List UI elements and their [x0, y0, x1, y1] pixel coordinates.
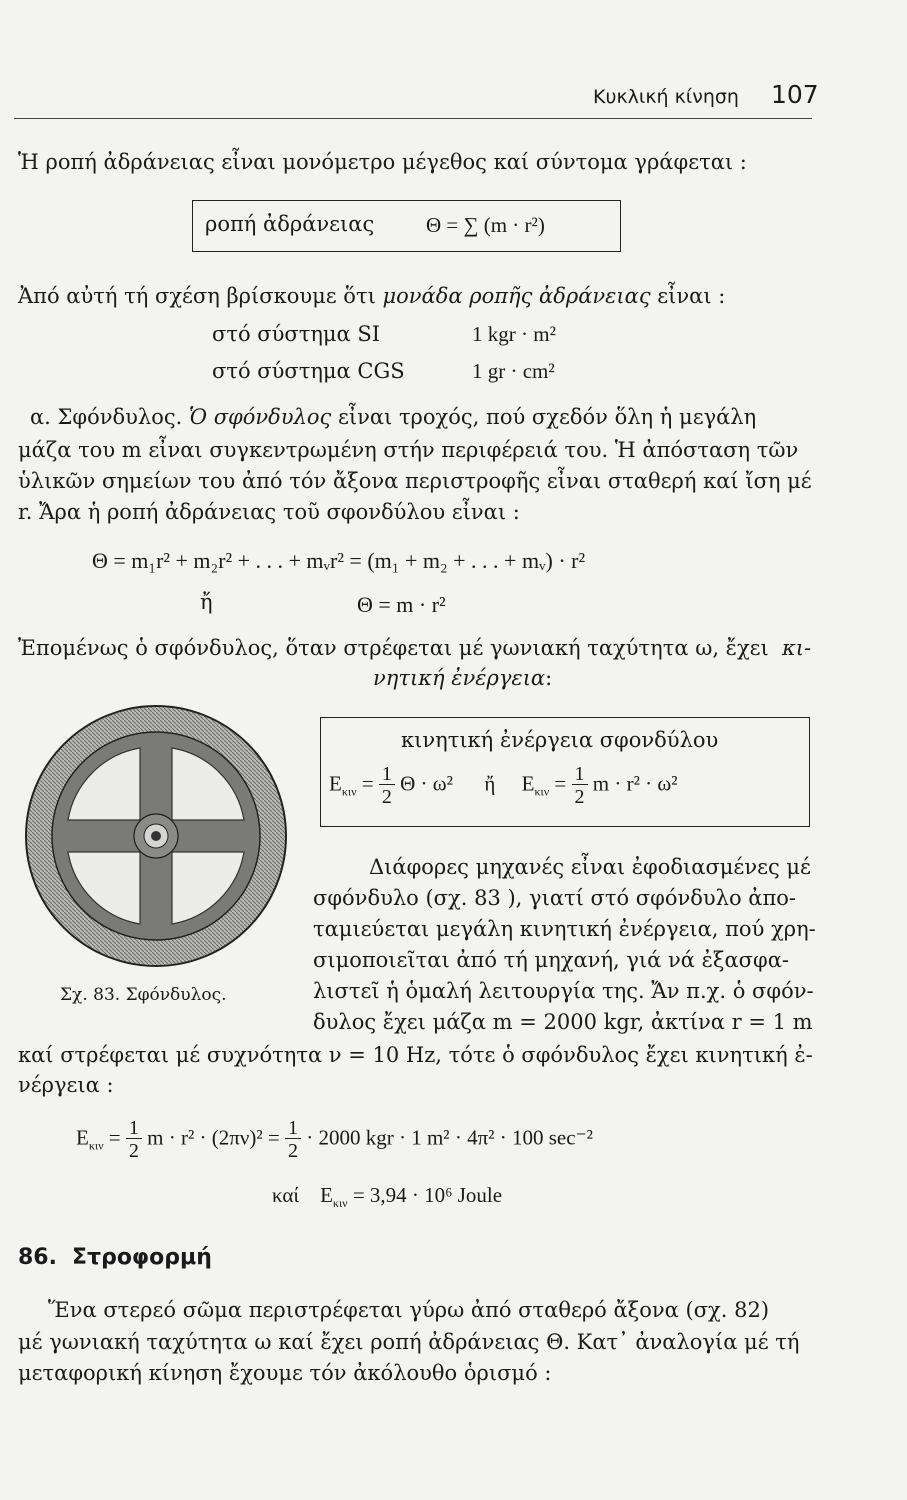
or-word: ἤ	[484, 771, 496, 796]
unit-line	[18, 284, 725, 308]
denominator: 2	[381, 786, 392, 808]
colon: :	[545, 666, 553, 690]
si-label: στό σύστημα SI	[212, 322, 381, 346]
formula-term: m · r² · ω²	[592, 771, 678, 796]
paragraph-line: r. Ἄρα ἡ ροπή ἀδράνειας τοῦ σφονδύλου εἶναι :	[18, 500, 520, 524]
denominator: 2	[287, 1140, 298, 1162]
half-fraction	[572, 764, 588, 807]
equals: =	[361, 771, 374, 796]
energy-symbol: E	[76, 1125, 89, 1150]
paragraph-line: μεταφορική κίνηση ἔχουμε τόν ἀκόλουθο ὁρισμό :	[18, 1361, 552, 1385]
energy-subscript: κιν	[332, 1196, 348, 1211]
si-value: 1 kgr · m²	[472, 322, 556, 346]
numerator: 1	[285, 1118, 301, 1139]
energy-symbol: E	[521, 771, 535, 796]
denominator: 2	[574, 786, 585, 808]
paragraph-line: νέργεια :	[18, 1073, 114, 1097]
paragraph-line: δυλος ἔχει μάζα m = 2000 kgr, ἀκτίνα r = 1 m	[313, 1010, 813, 1034]
flywheel-figure	[20, 700, 292, 972]
paragraph-line: Διάφορες μηχανές εἶναι ἐφοδιασμένες μέ	[369, 855, 811, 879]
paragraph-line: μάζα του m εἶναι συγκεντρωμένη στήν περιφέρειά του. Ἡ ἀπόσταση τῶν	[18, 438, 799, 462]
box2-formula	[329, 764, 678, 807]
equals: =	[108, 1125, 121, 1150]
box2-title: κινητική ἐνέργεια σφονδύλου	[401, 728, 719, 752]
running-header: Κυκλική κίνηση	[593, 86, 739, 108]
numerator: 1	[572, 764, 588, 785]
paragraph-line: σιμοποιεῖται ἀπό τή μηχανή, γιά νά ἐξασφα-	[313, 948, 789, 972]
energy-subscript: κιν	[341, 784, 357, 799]
paragraph-line: μέ γωνιακή ταχύτητα ω καί ἔχει ροπή ἀδράνειας Θ. Κατ᾿ ἀναλογία μέ τή	[18, 1330, 800, 1354]
paragraph-line: λιστεῖ ἡ ὁμαλή λειτουργία της. Ἄν π.χ. ὁ σφόν-	[313, 979, 814, 1003]
paragraph-line-end	[373, 666, 552, 690]
box1-formula: Θ = ∑ (m · r²)	[426, 213, 545, 237]
flywheel-paragraph-start	[30, 405, 756, 429]
section-title: Στροφορμή	[72, 1245, 212, 1270]
kinetic-energy-box	[320, 717, 810, 827]
energy-subscript: κιν	[88, 1138, 104, 1153]
subsection-label: α. Σφόνδυλος.	[30, 405, 183, 429]
result-value: = 3,94 · 10⁶ Joule	[352, 1183, 503, 1207]
energy-symbol: E	[329, 771, 342, 796]
equals: =	[554, 771, 567, 796]
cgs-label: στό σύστημα CGS	[212, 359, 405, 383]
section-number: 86.	[18, 1245, 57, 1270]
unit-line-italic: μονάδα ροπῆς ἀδράνειας	[382, 284, 651, 308]
paragraph-line: ὑλικῶν σημείων του ἀπό τόν ἄξονα περιστροφῆς εἶναι σταθερή καί ἴση μέ	[18, 469, 812, 493]
and-word: καί	[272, 1183, 300, 1207]
subsection-italic: Ὁ σφόνδυλος	[188, 405, 332, 429]
equation-sum: Θ = m₁r² + m₂r² + . . . + mᵥr² = (m₁ + m₂ + . . . + mᵥ) · r²	[92, 548, 586, 573]
paragraph-line: καί στρέφεται μέ συχνότητα ν = 10 Hz, τότε ὁ σφόνδυλος ἔχει κινητική ἐ-	[18, 1043, 813, 1067]
page-number: 107	[771, 80, 819, 109]
energy-symbol: E	[320, 1183, 333, 1207]
paragraph-line: Ἕνα στερεό σῶμα περιστρέφεται γύρω ἀπό σταθερό ἄξονα (σχ. 82)	[48, 1298, 770, 1322]
half-fraction	[285, 1118, 301, 1161]
definition-box	[192, 200, 621, 252]
cgs-value: 1 gr · cm²	[472, 359, 555, 383]
figure-caption: Σχ. 83. Σφόνδυλος.	[60, 985, 227, 1005]
paragraph-line: σφόνδυλο (σχ. 83 ), γιατί στό σφόνδυλο ἀπο-	[313, 886, 796, 910]
paragraph-italic: κι-	[782, 636, 812, 660]
paragraph-line: ταμιεύεται μεγάλη κινητική ἐνέργεια, πού χρη-	[313, 917, 816, 941]
or-word: ἤ	[200, 590, 213, 614]
box1-label: ροπή ἀδράνειας	[205, 212, 375, 236]
paragraph-line: Ἐπομένως ὁ σφόνδυλος, ὅταν στρέφεται μέ γωνιακή ταχύτητα ω, ἔχει	[18, 636, 769, 660]
intro-text: Ἡ ροπή ἀδράνειας εἶναι μονόμετρο μέγεθος καί σύντομα γράφεται :	[18, 150, 747, 174]
italic-term: νητική ἐνέργεια	[373, 666, 546, 690]
formula-term: m · r² · (2πν)² =	[147, 1125, 280, 1150]
denominator: 2	[128, 1140, 139, 1162]
subsection-rest: εἶναι τροχός, πού σχεδόν ὅλη ἡ μεγάλη	[337, 405, 757, 429]
header-rule	[14, 118, 812, 119]
unit-line-a: Ἀπό αὐτή τή σχέση βρίσκουμε ὅτι	[18, 284, 376, 308]
numerator: 1	[126, 1118, 142, 1139]
energy-subscript: κιν	[534, 784, 550, 799]
formula-term: Θ · ω²	[400, 771, 453, 796]
formula-term: · 2000 kgr · 1 m² · 4π² · 100 sec⁻²	[306, 1125, 593, 1150]
half-fraction	[126, 1118, 142, 1161]
energy-result	[272, 1183, 502, 1211]
unit-line-b: εἶναι :	[657, 284, 726, 308]
equation-short: Θ = m · r²	[357, 592, 446, 617]
energy-calculation	[76, 1118, 593, 1161]
flywheel-axle	[151, 831, 161, 841]
numerator: 1	[379, 764, 395, 785]
half-fraction	[379, 764, 395, 807]
